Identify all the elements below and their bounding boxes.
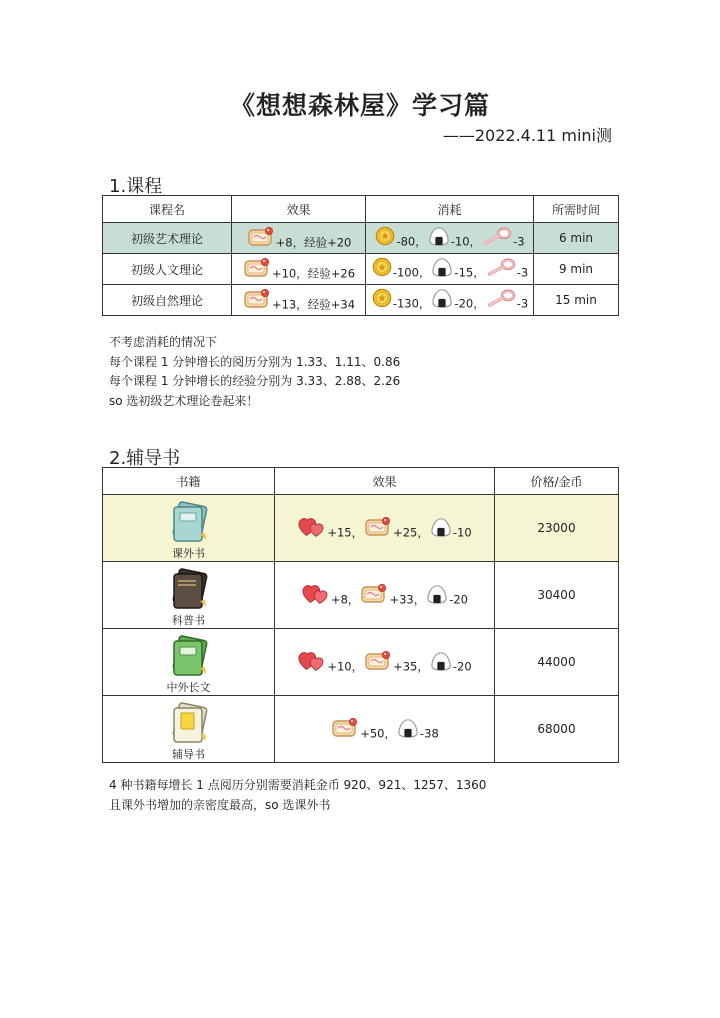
- book-notes: [109, 776, 486, 815]
- section-books-heading: 2.辅导书: [109, 448, 181, 469]
- book-price: 23000: [495, 495, 619, 562]
- course-name: 初级艺术理论: [103, 223, 232, 254]
- hair-brush-icon: [486, 288, 516, 308]
- book-effect: [275, 696, 495, 763]
- book-effect: [275, 629, 495, 696]
- rice-ball-icon: [431, 288, 453, 308]
- course-effect-text: +13，经验+34: [271, 297, 356, 312]
- courses-header-row: [103, 196, 619, 223]
- rice-ball-icon: [426, 584, 448, 604]
- book-icon: [164, 699, 214, 745]
- card-value: +33，: [389, 592, 426, 607]
- course-effect: [232, 254, 366, 285]
- card-value: +35，: [393, 659, 429, 674]
- course-name: 初级人文理论: [103, 254, 232, 285]
- col-effect: 效果: [232, 196, 366, 223]
- rice-ball-icon: [397, 718, 419, 738]
- book-effect: [275, 562, 495, 629]
- coin-cost: -80，: [396, 234, 427, 249]
- course-time: 9 min: [534, 254, 619, 285]
- course-effect: [232, 223, 366, 254]
- coin-icon: [372, 288, 392, 308]
- col-book: 书籍: [103, 468, 275, 495]
- experience-card-icon: [247, 226, 275, 248]
- note-line: 且课外书增加的亲密度最高，so 选课外书: [109, 797, 331, 812]
- col-book-effect: 效果: [275, 468, 495, 495]
- book-icon: [164, 565, 214, 611]
- table-row: [103, 495, 619, 562]
- course-effect-text: +8，经验+20: [275, 235, 352, 250]
- books-header-row: [103, 468, 619, 495]
- rice-cost: -10: [452, 525, 472, 540]
- book-icon: [164, 498, 214, 544]
- course-cost: [366, 254, 534, 285]
- rice-ball-icon: [430, 651, 452, 671]
- col-price: 价格/金币: [495, 468, 619, 495]
- coin-icon: [375, 226, 395, 246]
- table-row: [103, 562, 619, 629]
- experience-card-icon: [243, 288, 271, 310]
- book-name: 辅导书: [172, 748, 205, 761]
- note-line: so 选初级艺术理论卷起来！: [109, 393, 259, 408]
- col-course-name: 课程名: [103, 196, 232, 223]
- course-notes: [109, 333, 400, 411]
- experience-card-icon: [364, 516, 392, 538]
- col-cost: 消耗: [366, 196, 534, 223]
- book-name: 科普书: [172, 614, 205, 627]
- brush-cost: -3: [513, 234, 525, 249]
- table-row: [103, 285, 619, 316]
- rice-cost: -15，: [454, 265, 485, 280]
- note-line: 每个课程 1 分钟增长的阅历分别为 1.33、1.11、0.86: [109, 354, 401, 369]
- hair-brush-icon: [486, 257, 516, 277]
- book-price: 68000: [495, 696, 619, 763]
- book-name: 课外书: [172, 547, 205, 560]
- rice-ball-icon: [430, 517, 452, 537]
- rice-ball-icon: [428, 226, 450, 246]
- section-courses-heading: 1.课程: [109, 176, 163, 197]
- course-cost: [366, 285, 534, 316]
- course-cost: [366, 223, 534, 254]
- page-title: 《想想森林屋》学习篇: [229, 91, 490, 120]
- brush-cost: -3: [516, 265, 529, 280]
- page-subtitle: ——2022.4.11 mini测: [442, 126, 612, 145]
- coin-icon: [372, 257, 392, 277]
- book-price: 30400: [495, 562, 619, 629]
- rice-cost: -20: [452, 659, 472, 674]
- coin-cost: -130，: [392, 296, 431, 311]
- experience-card-icon: [364, 650, 392, 672]
- course-time: 15 min: [534, 285, 619, 316]
- table-row: [103, 629, 619, 696]
- experience-card-icon: [360, 583, 388, 605]
- book-name-cell: [103, 629, 275, 696]
- rice-cost: -20: [449, 592, 469, 607]
- course-effect: [232, 285, 366, 316]
- book-price: 44000: [495, 629, 619, 696]
- rice-cost: -20，: [454, 296, 485, 311]
- heart-icon: [298, 516, 326, 538]
- card-value: +25，: [393, 525, 429, 540]
- heart-value: +15，: [327, 525, 364, 540]
- heart-icon: [302, 583, 330, 605]
- book-name: 中外长文: [166, 681, 211, 694]
- col-time: 所需时间: [534, 196, 619, 223]
- books-table: [102, 467, 619, 763]
- table-row: [103, 696, 619, 763]
- course-effect-text: +10，经验+26: [271, 266, 356, 281]
- rice-ball-icon: [431, 257, 453, 277]
- courses-table: [102, 195, 619, 316]
- book-icon: [164, 632, 214, 678]
- hair-brush-icon: [482, 226, 512, 246]
- note-line: 每个课程 1 分钟增长的经验分别为 3.33、2.88、2.26: [109, 374, 401, 388]
- course-time: 6 min: [534, 223, 619, 254]
- book-name-cell: [103, 696, 275, 763]
- heart-icon: [298, 650, 326, 672]
- experience-card-icon: [331, 717, 359, 739]
- card-value: +50，: [360, 726, 396, 741]
- heart-value: +10，: [327, 659, 364, 674]
- coin-cost: -100，: [392, 265, 431, 280]
- experience-card-icon: [243, 257, 271, 279]
- table-row: [103, 223, 619, 254]
- course-name: 初级自然理论: [103, 285, 232, 316]
- rice-cost: -10，: [450, 234, 482, 249]
- rice-cost: -38: [419, 726, 439, 741]
- table-row: [103, 254, 619, 285]
- heart-value: +8，: [330, 592, 360, 607]
- book-name-cell: [103, 562, 275, 629]
- note-line: 不考虑消耗的情况下: [109, 335, 218, 349]
- brush-cost: -3: [516, 296, 529, 311]
- book-name-cell: [103, 495, 275, 562]
- note-line: 4 种书籍每增长 1 点阅历分别需要消耗金币 920、921、1257、1360: [109, 778, 487, 792]
- book-effect: [275, 495, 495, 562]
